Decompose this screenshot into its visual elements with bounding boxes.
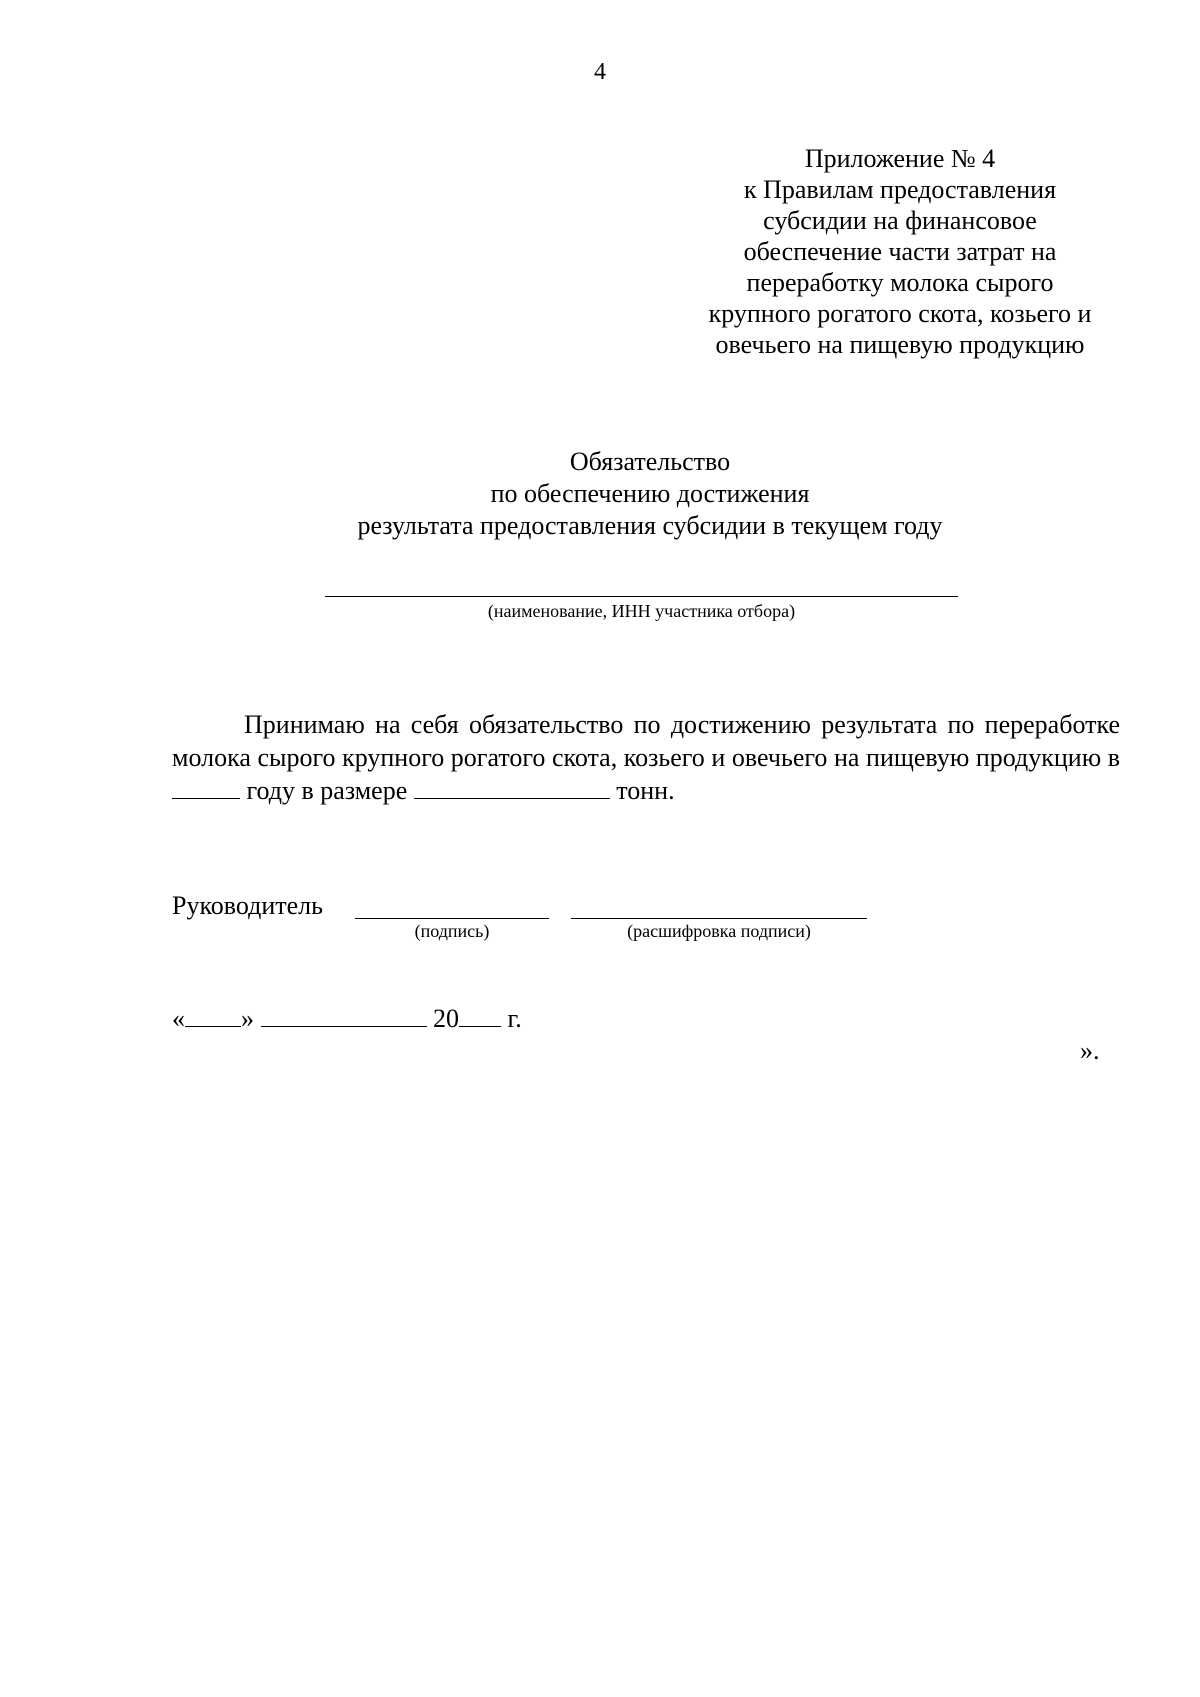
year-blank[interactable] xyxy=(172,778,240,799)
title-line: по обеспечению достижения xyxy=(490,479,810,508)
signature-decoding-line[interactable] xyxy=(571,918,867,919)
year-suffix: г. xyxy=(507,1004,522,1033)
signature-decoding-caption: (расшифровка подписи) xyxy=(627,921,811,941)
obligation-text-part2: году в размере xyxy=(246,776,408,805)
appendix-header xyxy=(690,143,1110,360)
closing-mark: ». xyxy=(1080,1036,1100,1065)
participant-caption: (наименование, ИНН участника отбора) xyxy=(487,601,796,621)
date-close-quote: » xyxy=(241,1004,254,1033)
year-prefix: 20 xyxy=(433,1004,459,1033)
signer-label: Руководитель xyxy=(172,891,323,920)
day-blank[interactable] xyxy=(185,1006,241,1027)
participant-name-line[interactable] xyxy=(325,596,958,597)
date-line xyxy=(172,1003,522,1035)
appendix-line: субсидии на финансовое xyxy=(763,206,1037,235)
appendix-line: к Правилам предоставления xyxy=(743,175,1057,204)
appendix-line: овечьего на пищевую продукцию xyxy=(715,330,1085,359)
appendix-line: Приложение № 4 xyxy=(804,144,996,173)
title-line: Обязательство xyxy=(569,447,731,476)
date-open-quote: « xyxy=(172,1004,185,1033)
year-suffix-blank[interactable] xyxy=(459,1006,501,1027)
obligation-text-part1: Принимаю на себя обязательство по достижению результата по переработке молока сырого крупного рогатого скота, козьего и овечьего на пищевую продукцию в xyxy=(172,710,1120,772)
document-title xyxy=(250,446,1050,542)
month-blank[interactable] xyxy=(261,1006,427,1027)
obligation-text-part3: тонн. xyxy=(616,776,675,805)
appendix-line: переработку молока сырого xyxy=(746,268,1054,297)
signature-caption: (подпись) xyxy=(414,921,490,941)
title-line: результата предоставления субсидии в текущем году xyxy=(357,511,943,540)
obligation-paragraph xyxy=(172,708,1120,807)
page-number: 4 xyxy=(594,59,606,85)
appendix-line: крупного рогатого скота, козьего и xyxy=(708,299,1092,328)
appendix-line: обеспечение части затрат на xyxy=(743,237,1057,266)
tonnage-blank[interactable] xyxy=(414,778,610,799)
signature-line[interactable] xyxy=(355,918,549,919)
